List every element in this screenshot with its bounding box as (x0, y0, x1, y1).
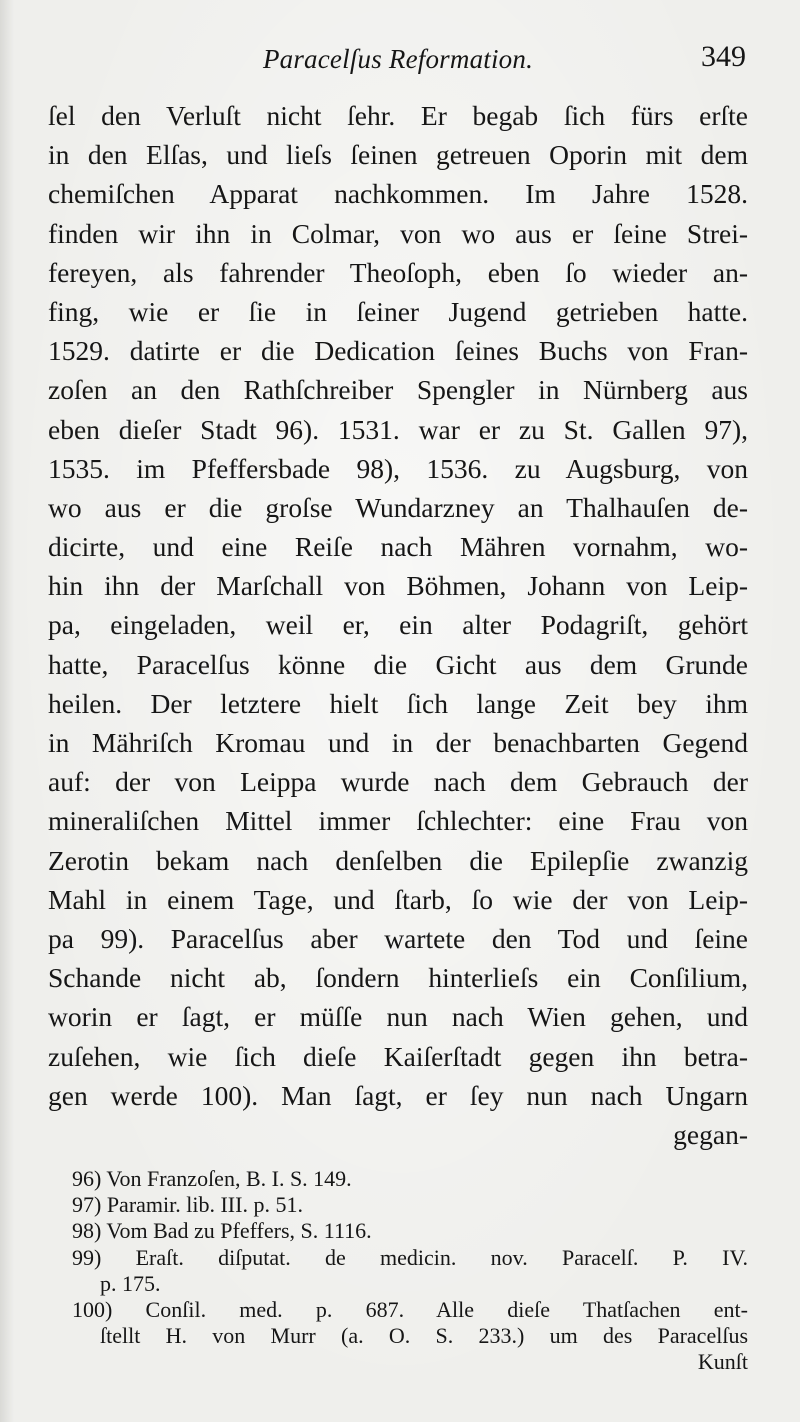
text-line: ſel den Verluſt nicht ſehr. Er begab ſich fürs erſte (48, 100, 748, 131)
text-line: finden wir ihn in Colmar, von wo aus er ſeine Strei- (48, 217, 748, 249)
text-line: 1529. datirte er die Dedication ſeines Buchs von Fran- (48, 335, 748, 367)
catchword: gegan- (673, 1118, 748, 1150)
text-line: auf: der von Leippa wurde nach dem Gebrauch der (48, 766, 748, 798)
text-line: dicirte, und eine Reiſe nach Mähren vornahm, wo- (48, 531, 748, 563)
text-line: wo aus er die groſse Wundarzney an Thalhauſen de- (48, 491, 748, 523)
footnote-97: 97) Paramir. lib. III. p. 51. (72, 1192, 303, 1218)
text-line: pa 99). Paracelſus aber wartete den Tod und ſeine (48, 922, 748, 954)
text-line: Zerotin bekam nach denſelben die Epilepſie zwanzig (48, 844, 748, 876)
text-line: pa, eingeladen, weil er, ein alter Podagriſt, gehört (48, 609, 748, 641)
text-line: Mahl in einem Tage, und ſtarb, ſo wie der von Leip- (48, 883, 748, 915)
text-line: gen werde 100). Man ſagt, er ſey nun nach Ungarn (48, 1079, 748, 1111)
text-line: mineraliſchen Mittel immer ſchlechter: eine Frau von (48, 805, 748, 837)
text-line: heilen. Der letztere hielt ſich lange Zeit bey ihm (48, 687, 748, 719)
text-line: in den Elſas, und lieſs ſeinen getreuen Oporin mit dem (48, 139, 748, 171)
page-number: 349 (701, 40, 746, 73)
footnote-100-continuation: ſtellt H. von Murr (a. O. S. 233.) um des Paracelſus (100, 1323, 748, 1349)
page-header (48, 40, 748, 84)
text-line: zoſen an den Rathſchreiber Spengler in Nürnberg aus (48, 374, 748, 406)
text-line: worin er ſagt, er müſſe nun nach Wien gehen, und (48, 1001, 748, 1033)
text-line: hin ihn der Marſchall von Böhmen, Johann von Leip- (48, 570, 748, 602)
footnote-catchword: Kunſt (697, 1349, 748, 1375)
body-text (48, 96, 748, 1154)
text-line: in Mähriſch Kromau und in der benachbarten Gegend (48, 727, 748, 758)
footnote-100: 100) Conſil. med. p. 687. Alle dieſe Thatſachen ent- (72, 1296, 748, 1322)
text-line: 1535. im Pfeffersbade 98), 1536. zu Augsburg, von (48, 452, 748, 484)
footnote-98: 98) Vom Bad zu Pfeffers, S. 1116. (72, 1218, 372, 1244)
text-line: zuſehen, wie ſich dieſe Kaiſerſtadt gegen ihn betra- (48, 1040, 748, 1072)
footnote-96: 96) Von Franzoſen, B. I. S. 149. (72, 1166, 352, 1191)
footnote-99: 99) Eraſt. diſputat. de medicin. nov. Paracelſ. P. IV. (72, 1244, 748, 1270)
footnotes (72, 1166, 748, 1376)
text-line: eben dieſer Stadt 96). 1531. war er zu St. Gallen 97), (48, 413, 748, 445)
text-line: chemiſchen Apparat nachkommen. Im Jahre 1528. (48, 178, 748, 210)
running-title: Paracelſus Reformation. (262, 44, 534, 74)
text-line: Schande nicht ab, ſondern hinterlieſs ein Conſilium, (48, 962, 748, 994)
text-line: fereyen, als fahrender Theoſoph, eben ſo wieder an- (48, 256, 748, 288)
text-line: hatte, Paracelſus könne die Gicht aus dem Grunde (48, 648, 748, 680)
footnote-99-continuation: p. 175. (100, 1270, 161, 1296)
text-line: fing, wie er ſie in ſeiner Jugend getrieben hatte. (48, 295, 748, 327)
page-edge-shadow (0, 0, 14, 1422)
